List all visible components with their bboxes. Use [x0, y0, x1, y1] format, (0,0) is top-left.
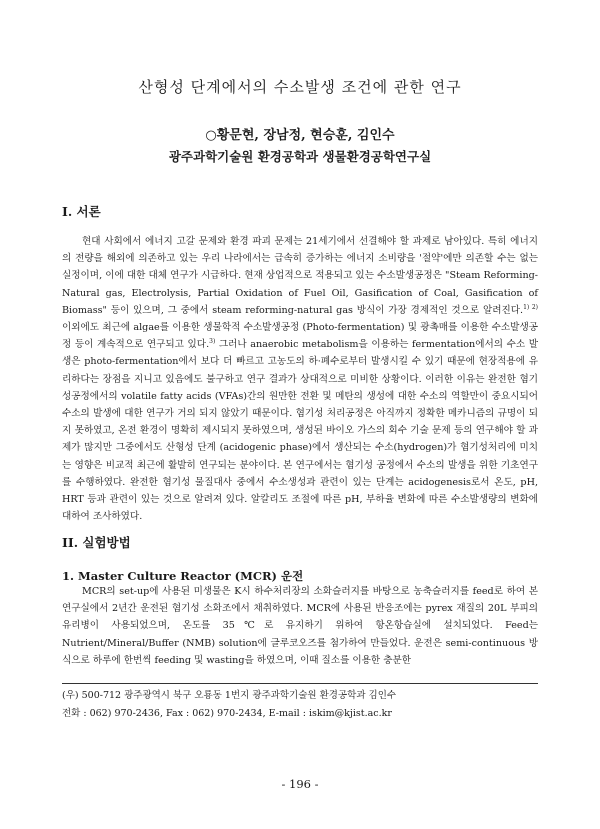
- affiliation: 광주과학기술원 환경공학과 생물환경공학연구실: [168, 149, 432, 164]
- author-list: ○황문현, 장남정, 현승훈, 김인수: [205, 128, 395, 143]
- subsection-heading-mcr: 1. Master Culture Reactor (MCR) 운전: [62, 569, 304, 583]
- citation-ref-1-2: 1) 2): [523, 303, 538, 311]
- methods-paragraph: MCR의 set-up에 사용된 미생물은 K시 하수처리장의 소화슬러지를 바탕으로 농축슬러지를 feed로 하여 본 연구실에서 2년간 운전된 혐기성 소화조에서 채취하였다. MCR에 사용된 반응조에는 pyrex 재질의 20L 부피의 유리병이 사용되었으며, 온도를 35℃로 유지하기 위하여 항온항습실에 설치되었다. Feed는 Nutrient/Mineral/Buffer (NMB) solution에 글루코오즈를 첨가하여 만들었다. 운전은 semi-continuous 방식으로 하루에 한번씩 feeding 및 wasting을 하였으며, 이때 질소를 이용한 충분한: [62, 586, 538, 666]
- section-heading-methods: II. 실험방법: [62, 535, 131, 550]
- citation-ref-3: 3): [209, 338, 216, 346]
- intro-text-part-2: 이외에도 최근에 algae를 이용한 생물학적 수소발생공정 (Photo-fermentation) 및 광촉매를 이용한 수소발생공정 등이 계속적으로 연구되고 있다.: [62, 322, 538, 351]
- paper-title: 산형성 단계에서의 수소발생 조건에 관한 연구: [138, 78, 462, 96]
- intro-text-part-1: 현대 사회에서 에너지 고갈 문제와 환경 파괴 문제는 21세기에서 선결해야 할 과제로 남아있다. 특히 에너지의 전량을 해외에 의존하고 있는 우리 나라에서는 급속히 증가하는 에너지 소비량을 '절약'에만 의존할 수는 없는 실정이며, 이에 대한 대체 연구가 시급하다. 현재 상업적으로 적용되고 있는 수소발생공정은 "Steam Reforming-Natural gas, Electrolysis, Partial Oxidation of Fuel Oil, Gasification of Coal, Gasification of Biomass" 등이 있으며, 그 중에서 steam reforming-natural gas 방식이 가장 경제적인 것으로 알려진다.: [62, 236, 538, 316]
- introduction-paragraph: [62, 233, 538, 525]
- footnote-contact: 전화 : 062) 970-2436, Fax : 062) 970-2434, E-mail : iskim@kjist.ac.kr: [62, 708, 392, 719]
- section-heading-introduction: I. 서론: [62, 204, 101, 219]
- intro-text-part-3: 그러나 anaerobic metabolism을 이용하는 fermentation에서의 수소 발생은 photo-fermentation에서 보다 더 빠르고 고농도의 하·폐수로부터 발생시킬 수 있기 때문에 현장적용에 유리하다는 장점을 지니고 있음에도 불구하고 연구 결과가 상대적으로 미비한 상황이다. 이러한 이유는 완전한 혐기성공정에서의 volatile fatty acids (VFAs)간의 원만한 전환 및 메탄의 생성에 대한 수소의 역할만이 중요시되어 수소의 발생에 대한 연구가 거의 되지 않았기 때문이다. 혐기성 처리공정은 아직까지 정확한 메카니즘의 규명이 되지 못하였고, 온전 환경이 명확히 제시되지 못하였으며, 생성된 바이오 가스의 회수 기술 문제 등의 연구해야 할 과제가 많지만 그중에서도 산형성 단계 (acidogenic phase)에서 생산되는 수소(hydrogen)가 혐기성처리에 미치는 영향은 비교적 최근에 활발히 연구되는 분야이다. 본 연구에서는 혐기성 공정에서 수소의 발생을 위한 기초연구를 수행하였다. 완전한 혐기성 물질대사 중에서 수소생성과 관련이 있는 단계는 acidogenesis로서 온도, pH, HRT 등과 관련이 있는 것으로 알려져 있다. 알칼리도 조절에 따른 pH, 부하율 변화에 따른 수소발생량의 변화에 대하여 조사하였다.: [62, 339, 538, 523]
- footnote-address: (우) 500-712 광주광역시 북구 오룡동 1번지 광주과학기술원 환경공학과 김인수: [62, 690, 397, 701]
- page-number: - 196 -: [281, 777, 319, 791]
- footnote-divider: [62, 683, 538, 684]
